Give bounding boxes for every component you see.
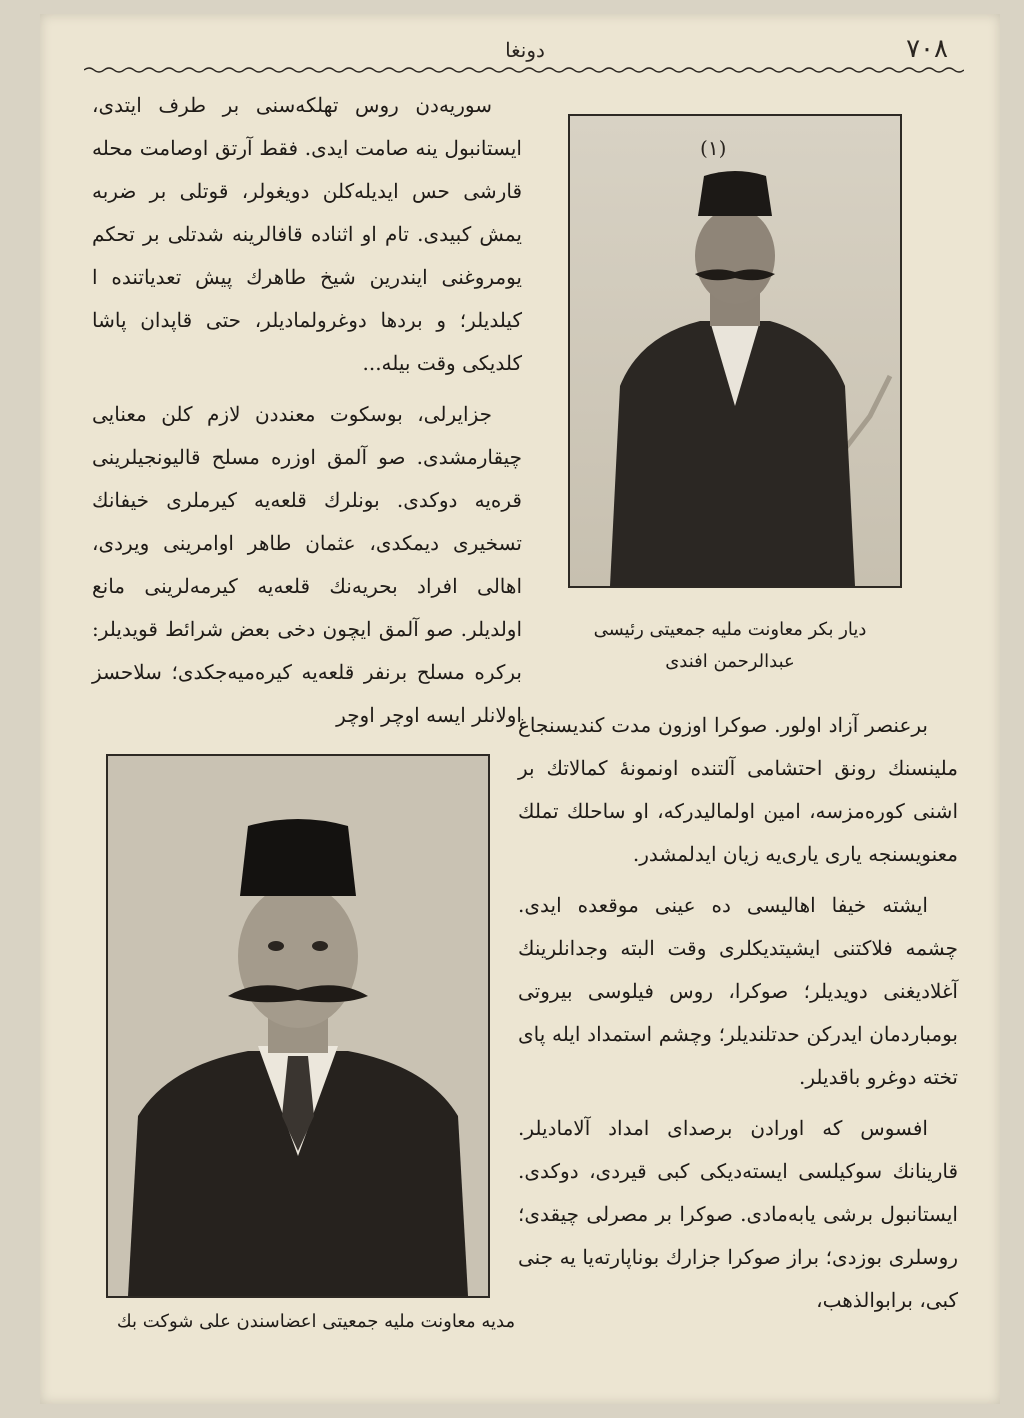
figure-number: (١) (700, 136, 727, 160)
page-header (90, 32, 960, 68)
paragraph: ايشته خيفا اهاليسى ده عينى موقعده ايدى. چشمه فلاكتنى ايشيتديكلرى وقت البته وجدانلرينك آغلاديغنى دويديلر؛ صوكرا، روس فيلوسى بيروتى بومباردمان ايدركن حدتلنديلر؛ وچشم استمداد ايله پاى تخته دوغرو باقديلر. (518, 893, 958, 1089)
header-rule (84, 64, 964, 76)
running-title: دونغا (505, 38, 545, 62)
portrait-man-fez-2 (108, 756, 488, 1296)
paragraph: افسوس كه اورادن برصداى امداد آلاماديلر. قارينانك سوكيلسى ايسته‌ديكى كبى قيردى، دوكدى. ايستانبول برشى يابه‌مادى. صوكرا بر مصرلى چيقدى؛ روسلرى بوزدى؛ براز صوكرا جزارك بوناپارته‌يا يه جنى كبى، برابوالذهب، (518, 1116, 958, 1312)
paragraph: جزايرلى، بوسكوت معنددن لازم كلن معنايى چيقارمشدى. صو آلمق اوزره مسلح قاليونجيلرينى قره‌يه دوكدى. بونلرك قلعه‌يه كيرملرى خيفانك تسخيرى ديمكدى، عثمان طاهر اوامرينى ويردى، اهالى افراد بحريه‌نك قلعه‌يه كيرمه‌لرينى مانع اولديلر. صو آلمق ايچون دخى بعض شرائط قويديلر: بركره مسلح برنفر قلعه‌يه كيره‌ميه‌جكدى؛ سلاحسز اولانلر ايسه اوچر اوچر (92, 402, 522, 727)
page-number: ٧٠٨ (906, 34, 948, 64)
figure-caption-2 (106, 1306, 526, 1338)
portrait-photo-2 (106, 754, 490, 1298)
left-column-text (92, 84, 522, 745)
paragraph: سوريه‌دن روس تهلكه‌سنى بر طرف ايتدى، ايستانبول ينه صامت ايدى. فقط آرتق اوصامت محله قارشى حس ايديله‌كلن دويغولر، قوتلى بر ضربه يمش كبيدى. تام او اثناده قافالرينه شدتلى بر تحكم يومروغنى ايندرين شيخ طاهرك پيش تعدياتنده ا كيلديلر؛ و بردها دوغرولماديلر، حتى قاپدان پاشا كلديكى وقت بيله... (92, 93, 522, 375)
caption-line: مديه معاونت مليه جمعيتى اعضاسندن على شوكت بك (116, 1311, 516, 1332)
caption-line: ديار بكر معاونت مليه جمعيتى رئيسى (593, 619, 867, 640)
portrait-photo-1 (568, 114, 902, 588)
document-page (40, 14, 1000, 1404)
figure-caption-1 (540, 614, 920, 678)
paragraph: برعنصر آزاد اولور. صوكرا اوزون مدت كنديسنجاغ ملينسنك رونق احتشامى آلتنده اونمونۀ كمالاتك بر اشنى كوره‌مزسه، امين اولماليدركه، او ساحلك تملك معنويسنجه يارى يارى‌يه زيان ايدلمشدر. (518, 713, 958, 866)
portrait-man-fez-1 (570, 116, 900, 586)
right-column-text (518, 704, 958, 1330)
caption-line: عبدالرحمن افندى (665, 651, 795, 672)
